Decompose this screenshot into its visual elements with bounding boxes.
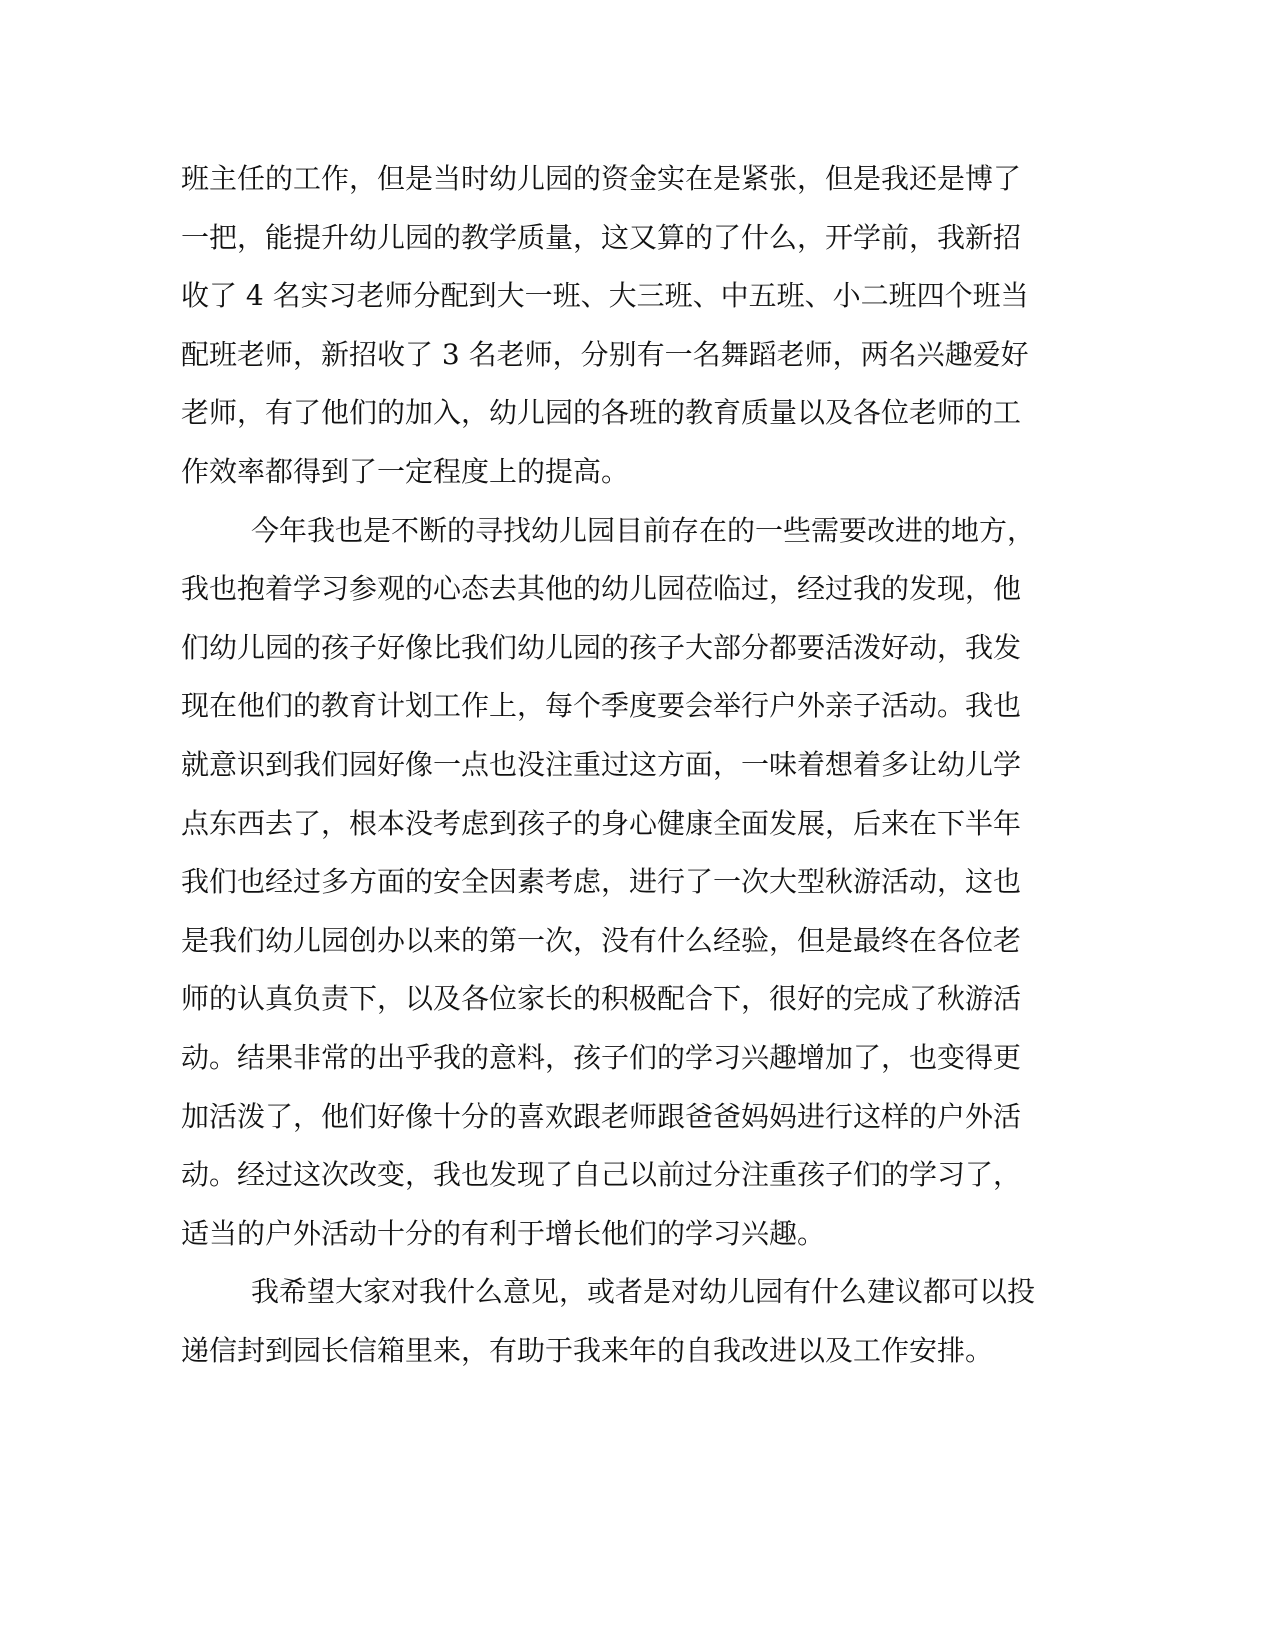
paragraph-line: 点东西去了，根本没考虑到孩子的身心健康全面发展，后来在下半年 [181,806,1022,840]
paragraph-line: 加活泼了，他们好像十分的喜欢跟老师跟爸爸妈妈进行这样的户外活 [181,1099,1022,1133]
paragraph-line: 就意识到我们园好像一点也没注重过这方面，一味着想着多让幼儿学 [181,747,1022,781]
paragraph-line: 收了 4 名实习老师分配到大一班、大三班、中五班、小二班四个班当 [181,279,1029,313]
paragraph-line: 班主任的工作，但是当时幼儿园的资金实在是紧张，但是我还是博了 [181,162,1022,195]
paragraph-line: 们幼儿园的孩子好像比我们幼儿园的孩子大部分都要活泼好动，我发 [181,630,1022,664]
paragraph-line: 作效率都得到了一定程度上的提高。 [181,454,630,488]
paragraph-line: 适当的户外活动十分的有利于增长他们的学习兴趣。 [181,1216,826,1250]
paragraph-line: 我希望大家对我什么意见，或者是对幼儿园有什么建议都可以投 [251,1275,1036,1309]
paragraph-2 [181,502,1041,1264]
paragraph-line: 配班老师，新招收了 3 名老师，分别有一名舞蹈老师，两名兴趣爱好 [181,337,1029,371]
paragraph-line: 今年我也是不断的寻找幼儿园目前存在的一些需要改进的地方， [251,513,1036,547]
paragraph-line: 老师，有了他们的加入，幼儿园的各班的教育质量以及各位老师的工 [181,396,1022,430]
paragraph-3 [181,1263,1041,1380]
paragraph-line: 递信封到园长信箱里来，有助于我来年的自我改进以及工作安排。 [181,1333,994,1367]
paragraph-1 [181,150,1041,502]
paragraph-line: 师的认真负责下，以及各位家长的积极配合下，很好的完成了秋游活 [181,982,1022,1016]
paragraph-line: 动。经过这次改变，我也发现了自己以前过分注重孩子们的学习了， [181,1158,1022,1192]
document-body [181,150,1041,1380]
paragraph-line: 我也抱着学习参观的心态去其他的幼儿园莅临过，经过我的发现，他 [181,572,1022,606]
paragraph-line: 动。结果非常的出乎我的意料，孩子们的学习兴趣增加了，也变得更 [181,1040,1022,1074]
paragraph-line: 我们也经过多方面的安全因素考虑，进行了一次大型秋游活动，这也 [181,865,1022,899]
paragraph-line: 是我们幼儿园创办以来的第一次，没有什么经验，但是最终在各位老 [181,923,1022,957]
paragraph-line: 现在他们的教育计划工作上，每个季度要会举行户外亲子活动。我也 [181,689,1022,723]
paragraph-line: 一把，能提升幼儿园的教学质量，这又算的了什么，开学前，我新招 [181,220,1022,254]
